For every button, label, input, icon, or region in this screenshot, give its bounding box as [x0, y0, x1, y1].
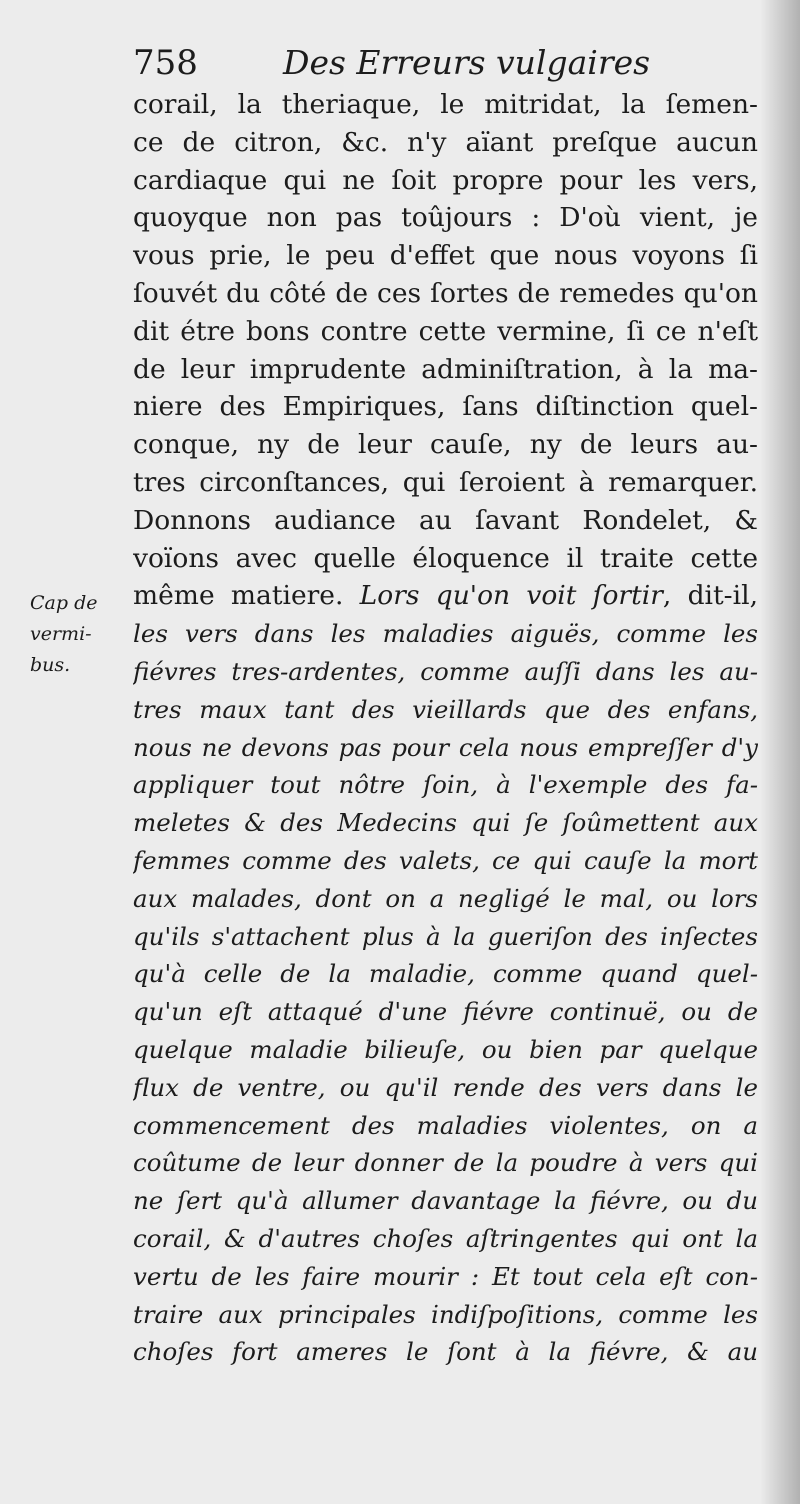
- text-line: [133, 124, 758, 162]
- italic-text: tres maux tant des vieillards que des enfans,: [133, 694, 758, 724]
- italic-text: quelque maladie bilieuſe, ou bien par quelque: [133, 1034, 758, 1064]
- text-line: [133, 842, 758, 880]
- text-line: [133, 351, 758, 389]
- text-line: [133, 955, 758, 993]
- text-line: [133, 502, 758, 540]
- text-line: [133, 729, 758, 767]
- roman-text: tres circonſtances, qui ſeroient à remarquer.: [133, 466, 758, 498]
- italic-text: vertu de les faire mourir : Et tout cela eſt con-: [133, 1261, 758, 1291]
- italic-text: nous ne devons pas pour cela nous empreſſer d'y: [133, 732, 758, 762]
- text-line: [133, 275, 758, 313]
- body-text: [133, 86, 758, 1371]
- text-line: [133, 1258, 758, 1296]
- italic-text: choſes fort ameres le ſont à la fiévre, & au: [133, 1337, 758, 1367]
- roman-text: même matiere.: [133, 580, 360, 612]
- italic-text: appliquer tout nôtre ſoin, à l'exemple des fa-: [133, 770, 758, 800]
- text-line: [133, 993, 758, 1031]
- text-line: [133, 1182, 758, 1220]
- running-title: Des Erreurs vulgaires: [283, 43, 651, 82]
- italic-text: qu'à celle de la maladie, comme quand quel-: [133, 959, 758, 989]
- text-line: [133, 1107, 758, 1145]
- text-line: [133, 691, 758, 729]
- roman-text: niere des Empiriques, ſans diſtinction quel-: [133, 391, 758, 423]
- roman-text: quoyque non pas toûjours : D'où vient, je: [133, 202, 758, 234]
- running-head: [133, 38, 753, 88]
- text-line: [133, 1296, 758, 1334]
- text-line: [133, 86, 758, 124]
- italic-text: meletes & des Medecins qui ſe ſoûmettent aux: [133, 808, 758, 838]
- roman-text: conque, ny de leur cauſe, ny de leurs au-: [133, 429, 758, 461]
- text-line: [133, 199, 758, 237]
- text-line: [133, 880, 758, 918]
- text-line: [133, 918, 758, 956]
- text-line: [133, 577, 758, 615]
- text-line: [133, 464, 758, 502]
- italic-text: qu'un eſt attaqué d'une fiévre continuë, ou de: [133, 997, 758, 1027]
- text-line: [133, 766, 758, 804]
- italic-text: qu'ils s'attachent plus à la gueriſon des inſectes: [133, 921, 758, 951]
- text-line: [133, 426, 758, 464]
- roman-text: vous prie, le peu d'effet que nous voyons ſi: [133, 240, 758, 272]
- margin-note-line: bus.: [30, 654, 71, 676]
- italic-text: fiévres tres-ardentes, comme auſſi dans les au-: [133, 656, 758, 686]
- text-line: [133, 1031, 758, 1069]
- roman-text: cardiaque qui ne ſoit propre pour les vers,: [133, 164, 758, 196]
- margin-note-line: Cap de: [30, 592, 98, 614]
- text-line: [133, 313, 758, 351]
- italic-text: Lors qu'on voit ſortir: [359, 580, 663, 612]
- italic-text: femmes comme des valets, ce qui cauſe la mort: [133, 845, 758, 875]
- italic-text: coûtume de leur donner de la poudre à vers qui: [133, 1148, 758, 1178]
- italic-text: flux de ventre, ou qu'il rende des vers dans le: [133, 1072, 758, 1102]
- text-line: [133, 540, 758, 578]
- text-line: [133, 1069, 758, 1107]
- text-line: [133, 1220, 758, 1258]
- margin-note-line: vermi-: [30, 623, 92, 645]
- text-line: [133, 653, 758, 691]
- margin-note: [30, 588, 130, 681]
- text-line: [133, 162, 758, 200]
- italic-text: aux malades, dont on a negligé le mal, ou lors: [133, 883, 758, 913]
- italic-text: traire aux principales indiſpoſitions, comme les: [133, 1299, 758, 1329]
- page-number: 758: [133, 43, 198, 83]
- italic-text: corail, & d'autres choſes aſtringentes qui ont la: [133, 1223, 758, 1253]
- italic-text: les vers dans les maladies aiguës, comme les: [133, 619, 758, 649]
- roman-text: dit étre bons contre cette vermine, ſi ce n'eſt: [133, 315, 758, 347]
- roman-text: voïons avec quelle éloquence il traite cette: [133, 542, 758, 574]
- roman-text: , dit-il,: [662, 580, 758, 612]
- gutter-shadow: [760, 0, 800, 1504]
- roman-text: de leur imprudente adminiſtration, à la ma-: [133, 353, 758, 385]
- text-line: [133, 615, 758, 653]
- text-line: [133, 1144, 758, 1182]
- italic-text: commencement des maladies violentes, on a: [133, 1110, 758, 1140]
- italic-text: ne ſert qu'à allumer davantage la fiévre, ou du: [133, 1186, 758, 1216]
- text-line: [133, 237, 758, 275]
- roman-text: ce de citron, &c. n'y aïant preſque aucun: [133, 126, 758, 158]
- roman-text: ſouvét du côté de ces ſortes de remedes qu'on: [133, 277, 758, 309]
- text-line: [133, 1333, 758, 1371]
- roman-text: corail, la theriaque, le mitridat, la ſemen-: [133, 89, 758, 120]
- text-line: [133, 804, 758, 842]
- text-line: [133, 388, 758, 426]
- roman-text: Donnons audiance au ſavant Rondelet, &: [133, 504, 758, 536]
